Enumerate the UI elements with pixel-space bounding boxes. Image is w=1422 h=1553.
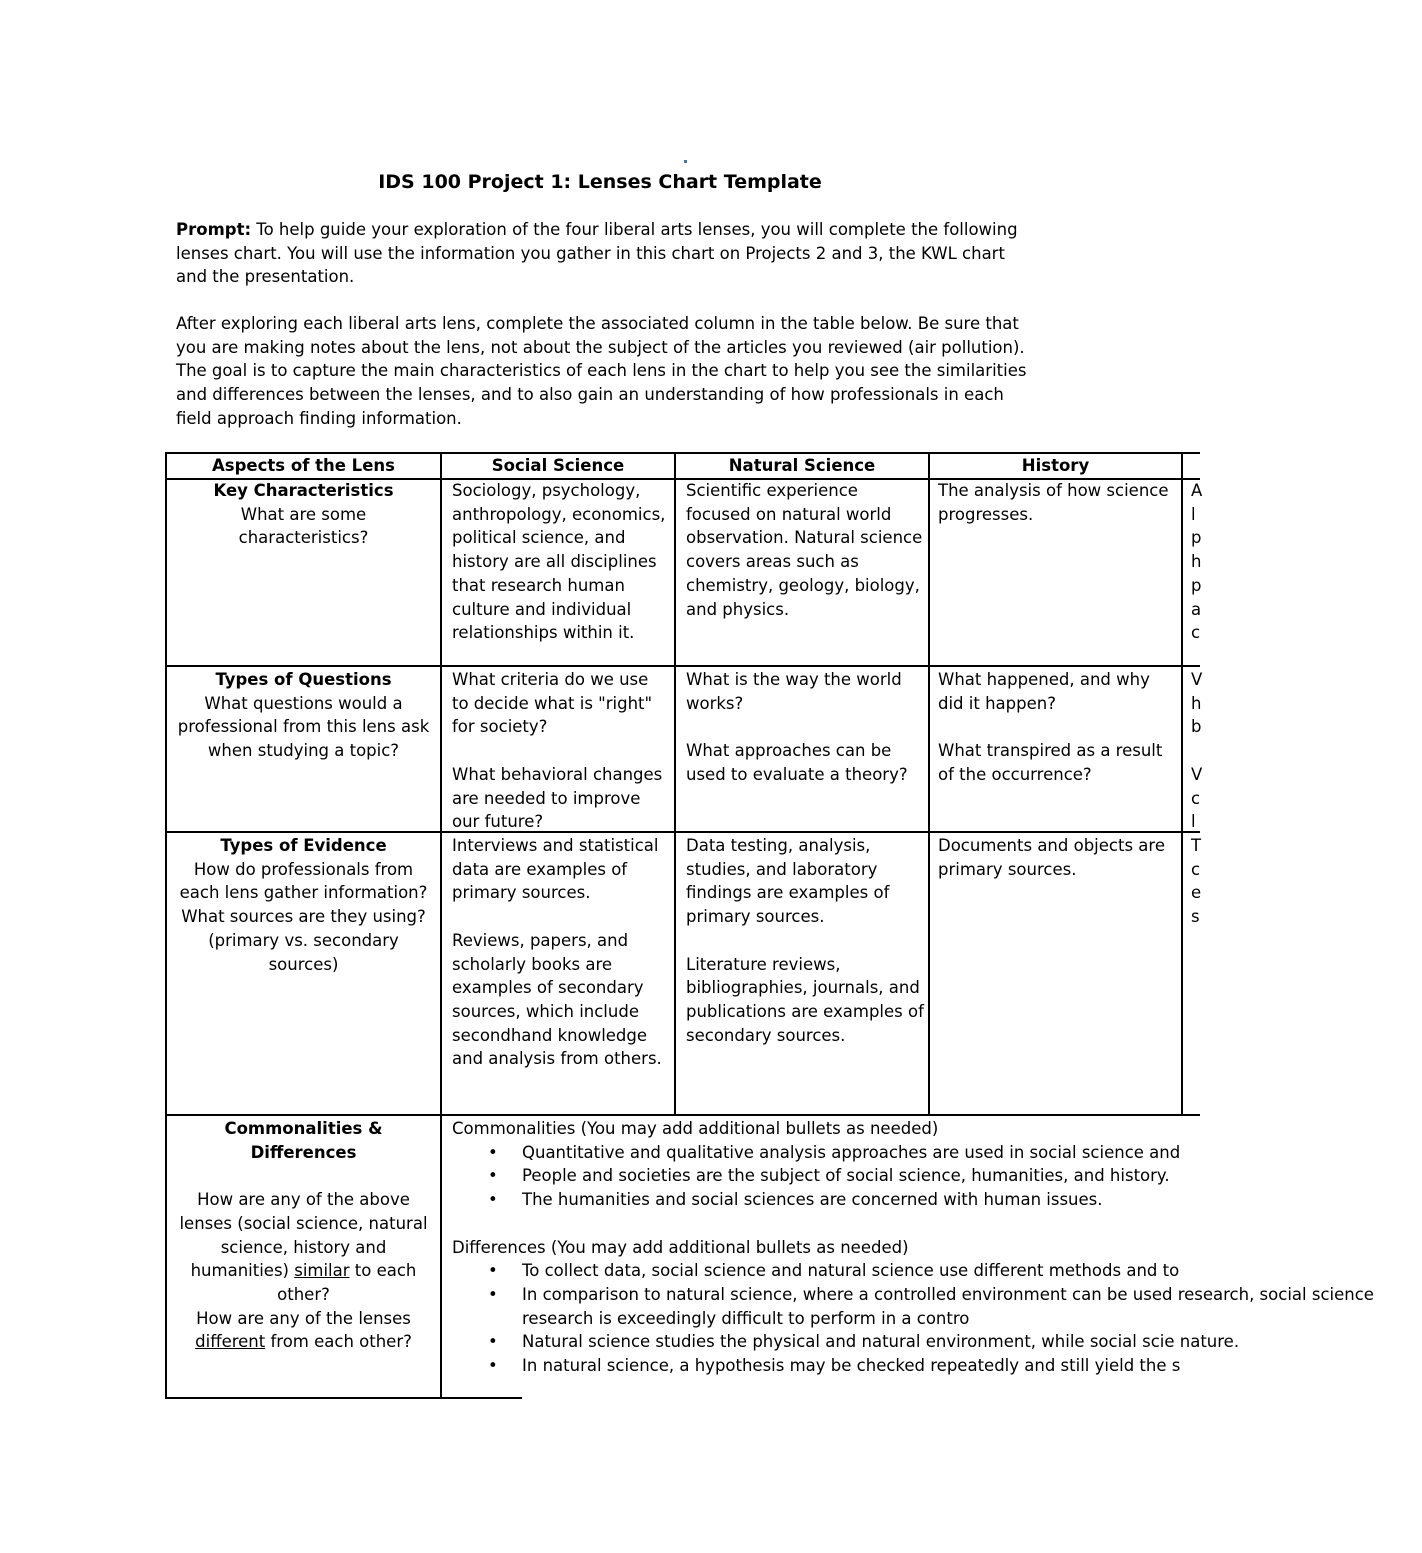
prompt-paragraph [176,218,1036,289]
commonalities-differences-content [452,1117,1412,1378]
aspect-label: Types of Evidence [220,836,387,855]
bullet-icon: • [488,1190,498,1210]
cell-text: The analysis of how science progresses. [938,481,1169,524]
aspect-types-of-questions [175,668,432,763]
clipped-char: p [1191,575,1202,595]
cell-text: What approaches can be used to evaluate a theory? [686,741,908,784]
prompt-label: Prompt: [176,220,252,239]
aspect-description-similar: How are any of the above lenses (social science, natural science, history and humanities) similar to each other? [179,1190,428,1304]
clipped-char: h [1191,693,1202,713]
similar-underlined: similar [294,1261,350,1281]
column3-divider [928,452,930,1116]
cell-text: Documents and objects are primary sources. [938,836,1165,879]
natural-science-evidence [686,834,924,1047]
different-underlined: different [195,1332,266,1352]
list-item: • In comparison to natural science, where a controlled environment can be used research, social science research is exceedingly difficult to perform in a contro [488,1284,1374,1328]
clipped-char: c [1191,623,1201,643]
clipped-char: V [1191,764,1203,784]
clipped-char: h [1191,552,1202,572]
differences-heading: Differences (You may add additional bullets as needed) [452,1237,909,1257]
clipped-column-row3 [1191,834,1211,929]
comment-marker [684,160,687,163]
clipped-char: l [1191,812,1196,832]
aspect-key-characteristics [175,479,432,550]
cell-text: Interviews and statistical data are examples of primary sources. [452,836,659,903]
history-questions [938,668,1176,787]
table-bottom-border [165,1397,522,1399]
clipped-char: c [1191,788,1201,808]
header-history: History [1021,456,1090,475]
column2-divider [674,452,676,1116]
row1-bottom-border [165,665,1200,667]
aspect-label: Key Characteristics [213,481,394,500]
clipped-char: l [1191,504,1196,524]
commonalities-list [452,1141,1412,1212]
header-aspects: Aspects of the Lens [212,456,395,475]
clipped-char: a [1191,599,1202,619]
column1-divider [440,452,442,1399]
bullet-icon: • [488,1142,498,1162]
list-item: • Natural science studies the physical and natural environment, while social scie nature. [452,1330,1422,1354]
social-science-evidence [452,834,670,1071]
cell-text: What is the way the world works? [686,670,902,713]
clipped-char: V [1191,670,1203,689]
commonalities-heading: Commonalities (You may add additional bullets as needed) [452,1119,939,1138]
lenses-chart-table [165,452,1374,1402]
cell-text: What criteria do we use to decide what is "right" for society? [452,670,653,737]
cell-text: Scientific experience focused on natural world observation. Natural science covers areas such as chemistry, geology, biology, and physics. [686,481,923,619]
column4-divider [1181,452,1183,1116]
cell-text: Data testing, analysis, studies, and laboratory findings are examples of primary sources. [686,836,890,927]
list-item: • Quantitative and qualitative analysis approaches are used in social science and [452,1141,1412,1165]
differences-list [452,1259,1412,1378]
natural-science-questions [686,668,924,787]
cell-text: What transpired as a result of the occurrence? [938,741,1163,784]
social-science-questions [452,668,670,834]
aspect-commonalities-differences [175,1117,432,1354]
row2-bottom-border [165,831,1200,833]
bullet-icon: • [488,1261,498,1281]
clipped-column-row1 [1191,479,1211,645]
cell-text: What happened, and why did it happen? [938,670,1150,713]
aspect-description: What are some characteristics? [238,504,369,548]
aspect-label: Commonalities & Differences [224,1119,383,1162]
history-evidence [938,834,1176,881]
clipped-char: c [1191,859,1201,879]
list-item: • To collect data, social science and natural science use different methods and to [452,1259,1412,1283]
clipped-char: T [1191,836,1202,855]
aspect-description-different: How are any of the lenses different from each other? [195,1308,412,1352]
prompt-text: To help guide your exploration of the four liberal arts lenses, you will complete the following lenses chart. You will use the information you gather in this chart on Projects 2 and 3, the KWL chart and the presentation. [176,220,1018,287]
bullet-icon: • [488,1284,498,1304]
list-item: • People and societies are the subject of social science, humanities, and history. [452,1164,1412,1188]
clipped-char: e [1191,883,1202,903]
cell-text: Sociology, psychology, anthropology, economics, political science, and history are all disciplines that research human culture and individual relationships within it. [452,481,666,643]
clipped-char: s [1191,907,1200,927]
aspect-description: How do professionals from each lens gather information? What sources are they using? (primary vs. secondary sources) [179,859,428,974]
bullet-icon: • [488,1166,498,1186]
clipped-column-row2 [1191,668,1211,834]
list-item: • The humanities and social sciences are concerned with human issues. [452,1188,1412,1212]
clipped-char: A [1191,481,1203,500]
aspect-label: Types of Questions [215,670,392,689]
natural-science-characteristics [686,479,924,621]
clipped-char: b [1191,717,1202,737]
instructions-paragraph: After exploring each liberal arts lens, complete the associated column in the table below. Be sure that you are making notes about the lens, not about the subject of the articles you reviewed (air pollution). The goal is to capture the main characteristics of each lens in the chart to help you see the similarities and differences between the lenses, and to also gain an understanding of how professionals in each field approach finding information. [176,314,1027,428]
table-left-border [165,452,167,1399]
aspect-description: What questions would a professional from this lens ask when studying a topic? [177,693,430,761]
cell-text: Literature reviews, bibliographies, journals, and publications are examples of secondary sources. [686,954,924,1045]
row3-bottom-border [165,1114,1200,1116]
history-characteristics [938,479,1176,526]
cell-text: What behavioral changes are needed to improve our future? [452,764,663,832]
header-natural-science: Natural Science [728,456,876,475]
list-item: • In natural science, a hypothesis may be checked repeatedly and still yield the s [452,1354,1412,1378]
clipped-char: p [1191,528,1202,548]
cell-text: Reviews, papers, and scholarly books are examples of secondary sources, which include secondhand knowledge and analysis from others. [452,930,662,1069]
aspect-types-of-evidence [175,834,432,976]
document-title: IDS 100 Project 1: Lenses Chart Template [378,171,822,193]
social-science-characteristics [452,479,670,645]
header-social-science: Social Science [491,456,625,475]
bullet-icon: • [488,1356,498,1376]
bullet-icon: • [488,1332,498,1352]
